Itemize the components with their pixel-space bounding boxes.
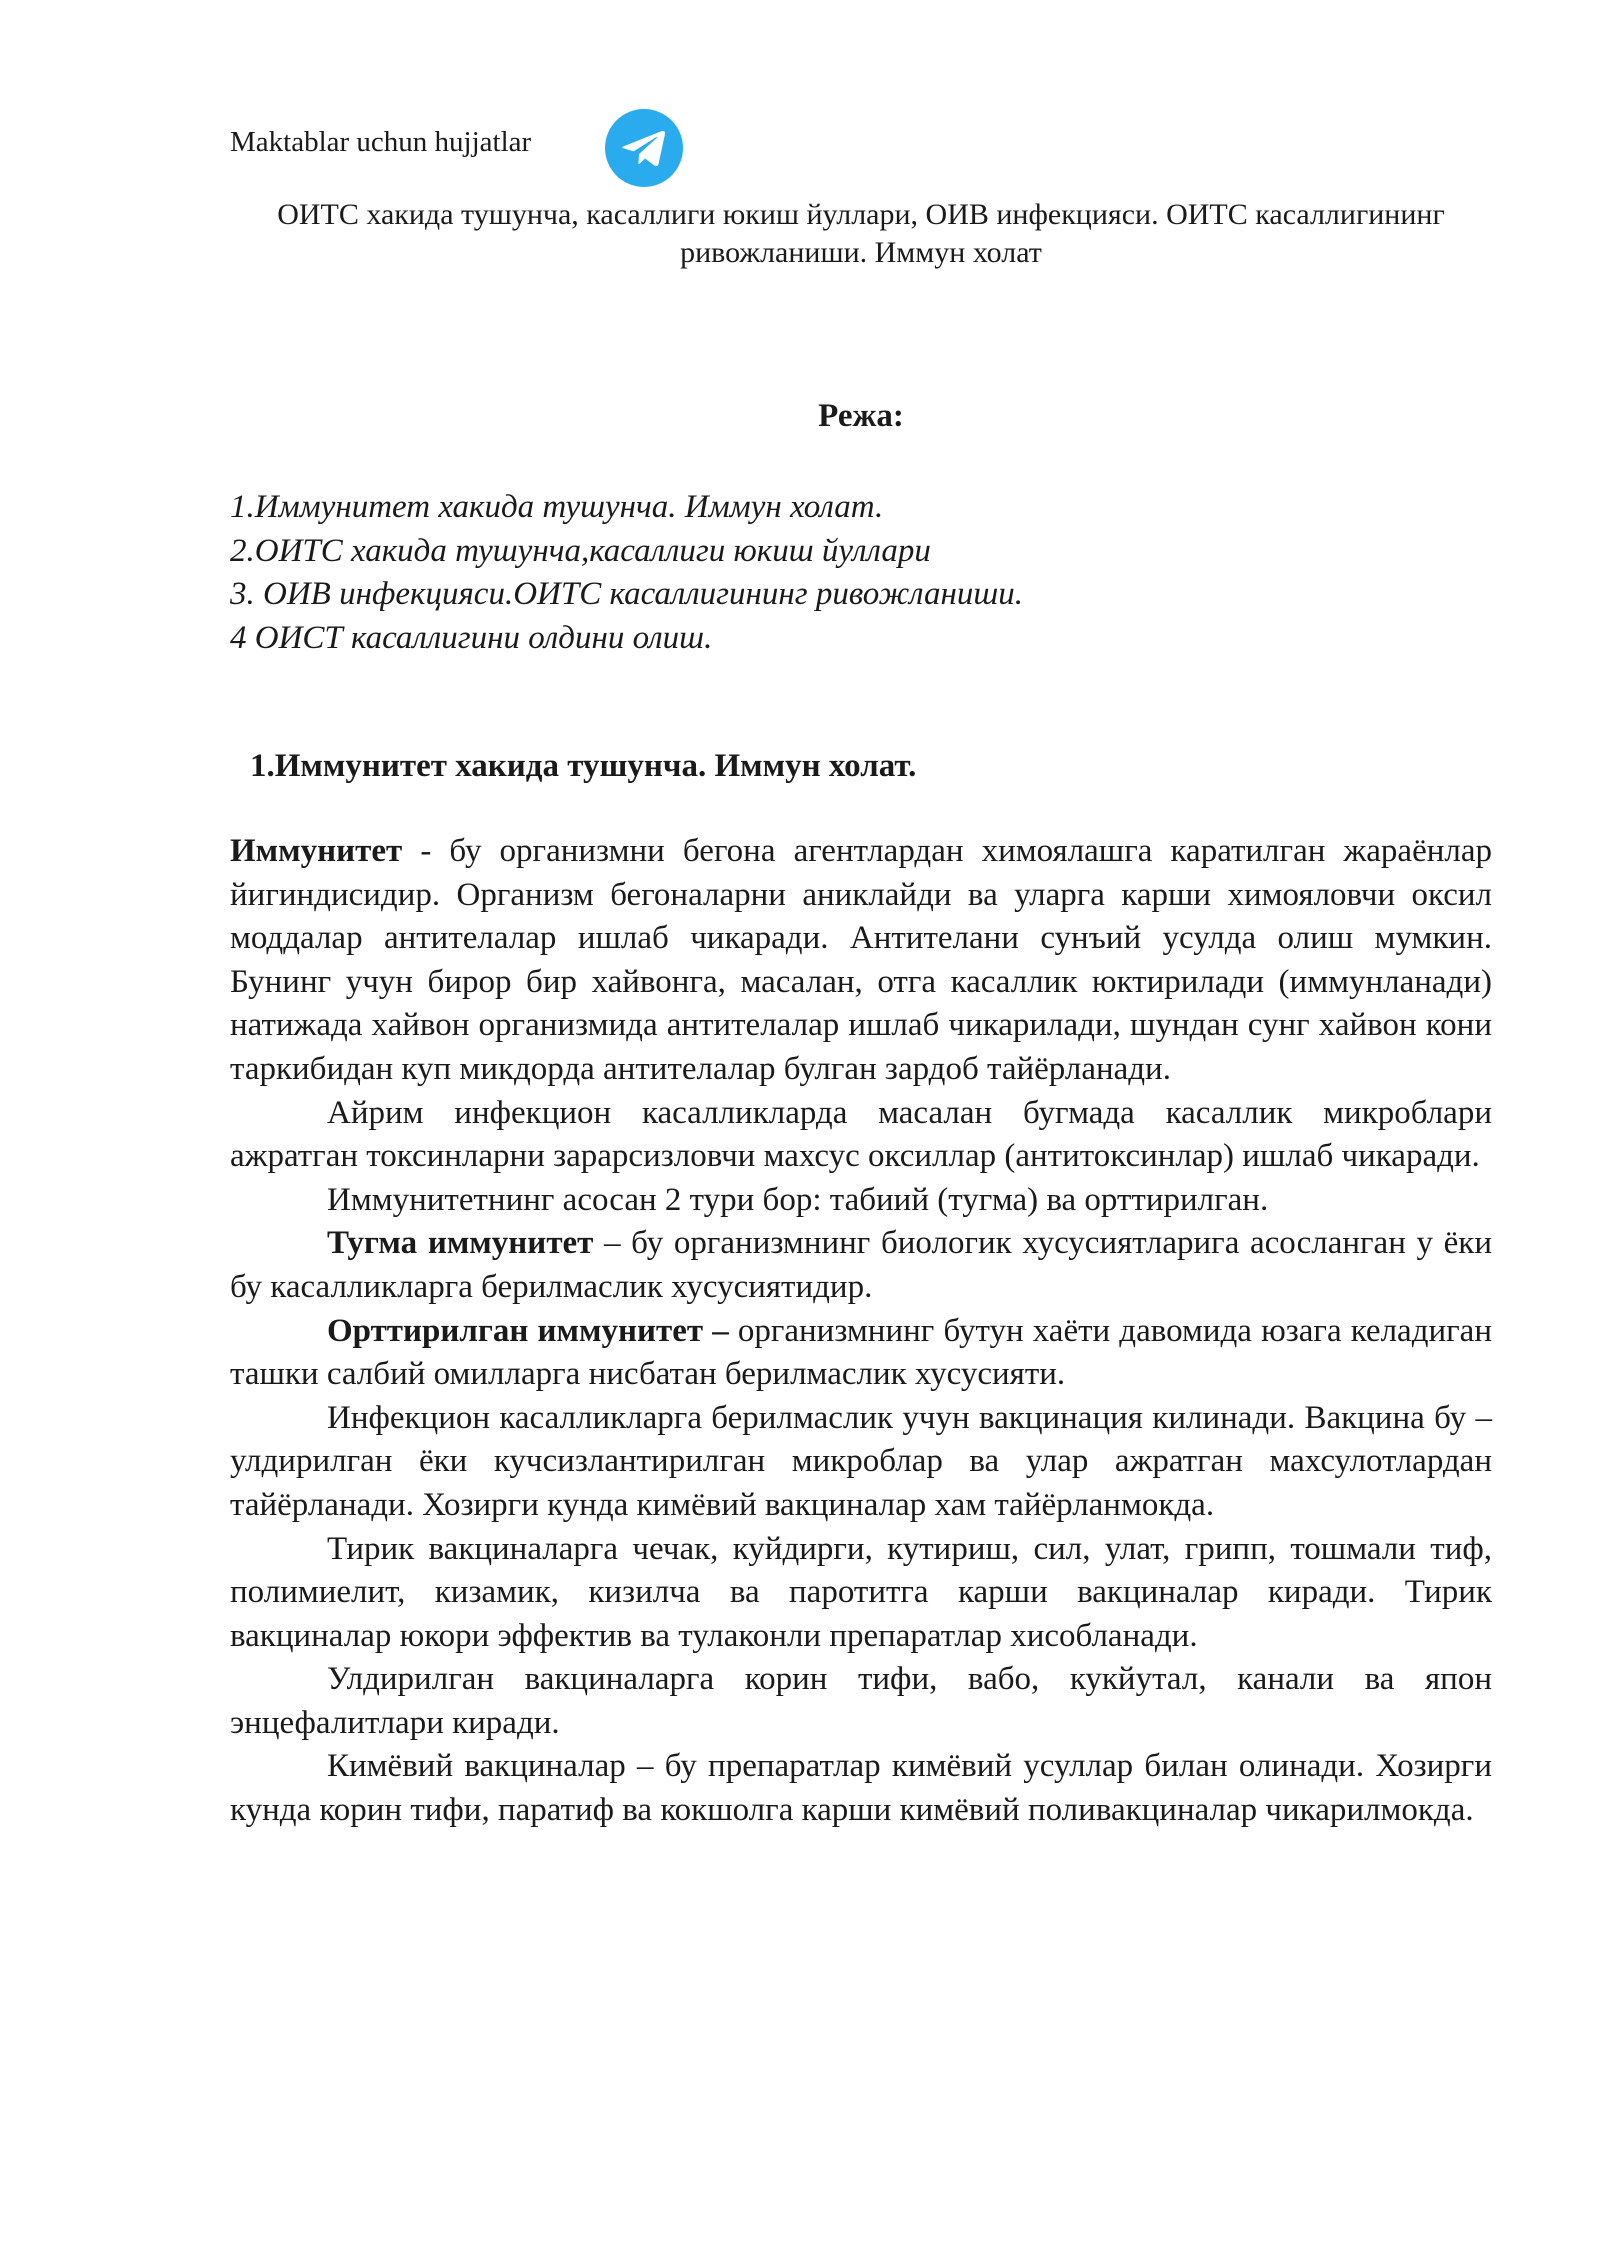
term-innate-immunity: Тугма иммунитет bbox=[327, 1225, 594, 1262]
paragraph-text: - бу организмни бегона агентлардан химоялашга каратилган жараёнлар йигиндисидир. Организм бегоналарни аниклайди ва уларга карши химояловчи оксил моддалар антителалар ишлаб чикаради. Антителани сунъий усулда олиш мумкин. Бунинг учун бирор бир хайвонга, масалан, отга касаллик юктирилади (иммунланади) натижада хайвон организмида антителалар ишлаб чикарилади, шундан сунг хайвон кони таркибидан куп микдорда антителалар булган зардоб тайёрланади. bbox=[230, 833, 1492, 1087]
paragraph-antitoxins: Айрим инфекцион касалликларда масалан бугмада касаллик микроблари ажратган токсинларни зарарсизловчи махсус оксиллар (антитоксинлар) ишлаб чикаради. bbox=[230, 1094, 1492, 1175]
section-heading: 1.Иммунитет хакида тушунча. Иммун холат. bbox=[250, 748, 917, 784]
plan-item: 3. ОИВ инфекцияси.ОИТС касаллигининг ривожланиши. bbox=[230, 576, 1023, 612]
paragraph-live-vaccines: Тирик вакциналарга чечак, куйдирги, кутириш, сил, улат, грипп, тошмали тиф, полимиелит, кизамик, кизилча ва паротитга карши вакциналар киради. Тирик вакциналар юкори эффектив ва тулаконли препаратлар хисобланади. bbox=[230, 1530, 1492, 1654]
paragraph-acquired-immunity bbox=[230, 1310, 1492, 1397]
plan-heading: Режа: bbox=[818, 398, 904, 434]
paragraph-text: организмнинг бутун хаёти давомида юзага келадиган ташки салбий омилларга нисбатан берилмаслик хусусияти. bbox=[230, 1312, 1492, 1393]
telegram-icon[interactable] bbox=[604, 108, 684, 188]
paragraph-innate-immunity bbox=[230, 1222, 1492, 1309]
plan-item: 1.Иммунитет хакида тушунча. Иммун холат. bbox=[230, 489, 884, 525]
plan-item: 4 ОИСТ касаллигини олдини олиш. bbox=[230, 619, 713, 656]
paragraph-immunity-types: Иммунитетнинг асосан 2 тури бор: табиий (тугма) ва орттирилган. bbox=[327, 1181, 1269, 1218]
paragraph-text: – бу организмнинг биологик хусусиятларига асосланган у ёки бу касалликларга берилмаслик хусусиятидир. bbox=[230, 1225, 1493, 1305]
term-acquired-immunity: Орттирилган иммунитет – bbox=[327, 1312, 729, 1349]
section-body bbox=[230, 830, 1492, 1833]
plan-item: 2.ОИТС хакида тушунча,касаллиги юкиш йуллари bbox=[230, 532, 931, 569]
paragraph-vaccination: Инфекцион касалликларга берилмаслик учун вакцинация килинади. Вакцина бу – улдирилган ёки кучсизлантирилган микроблар ва улар ажратган махсулотлардан тайёрланади. Хозирги кунда кимёвий вакциналар хам тайёрланмокда. bbox=[230, 1399, 1492, 1523]
site-name: Maktablar uchun hujjatlar bbox=[230, 126, 532, 158]
term-immunity: Иммунитет bbox=[230, 833, 403, 869]
paragraph-immunity bbox=[230, 830, 1492, 1092]
plan-list bbox=[230, 486, 1492, 660]
paragraph-killed-vaccines: Улдирилган вакциналарга корин тифи, вабо, кукйутал, канали ва япон энцефалитлари киради. bbox=[230, 1661, 1492, 1741]
document-title: ОИТС хакида тушунча, касаллиги юкиш йуллари, ОИВ инфекцияси. ОИТС касаллигининг ривожланиши. Иммун холат bbox=[277, 198, 1445, 269]
paragraph-chemical-vaccines: Кимёвий вакциналар – бу препаратлар кимёвий усуллар билан олинади. Хозирги кунда корин тифи, паратиф ва кокшолга карши кимёвий поливакциналар чикарилмокда. bbox=[230, 1748, 1492, 1829]
